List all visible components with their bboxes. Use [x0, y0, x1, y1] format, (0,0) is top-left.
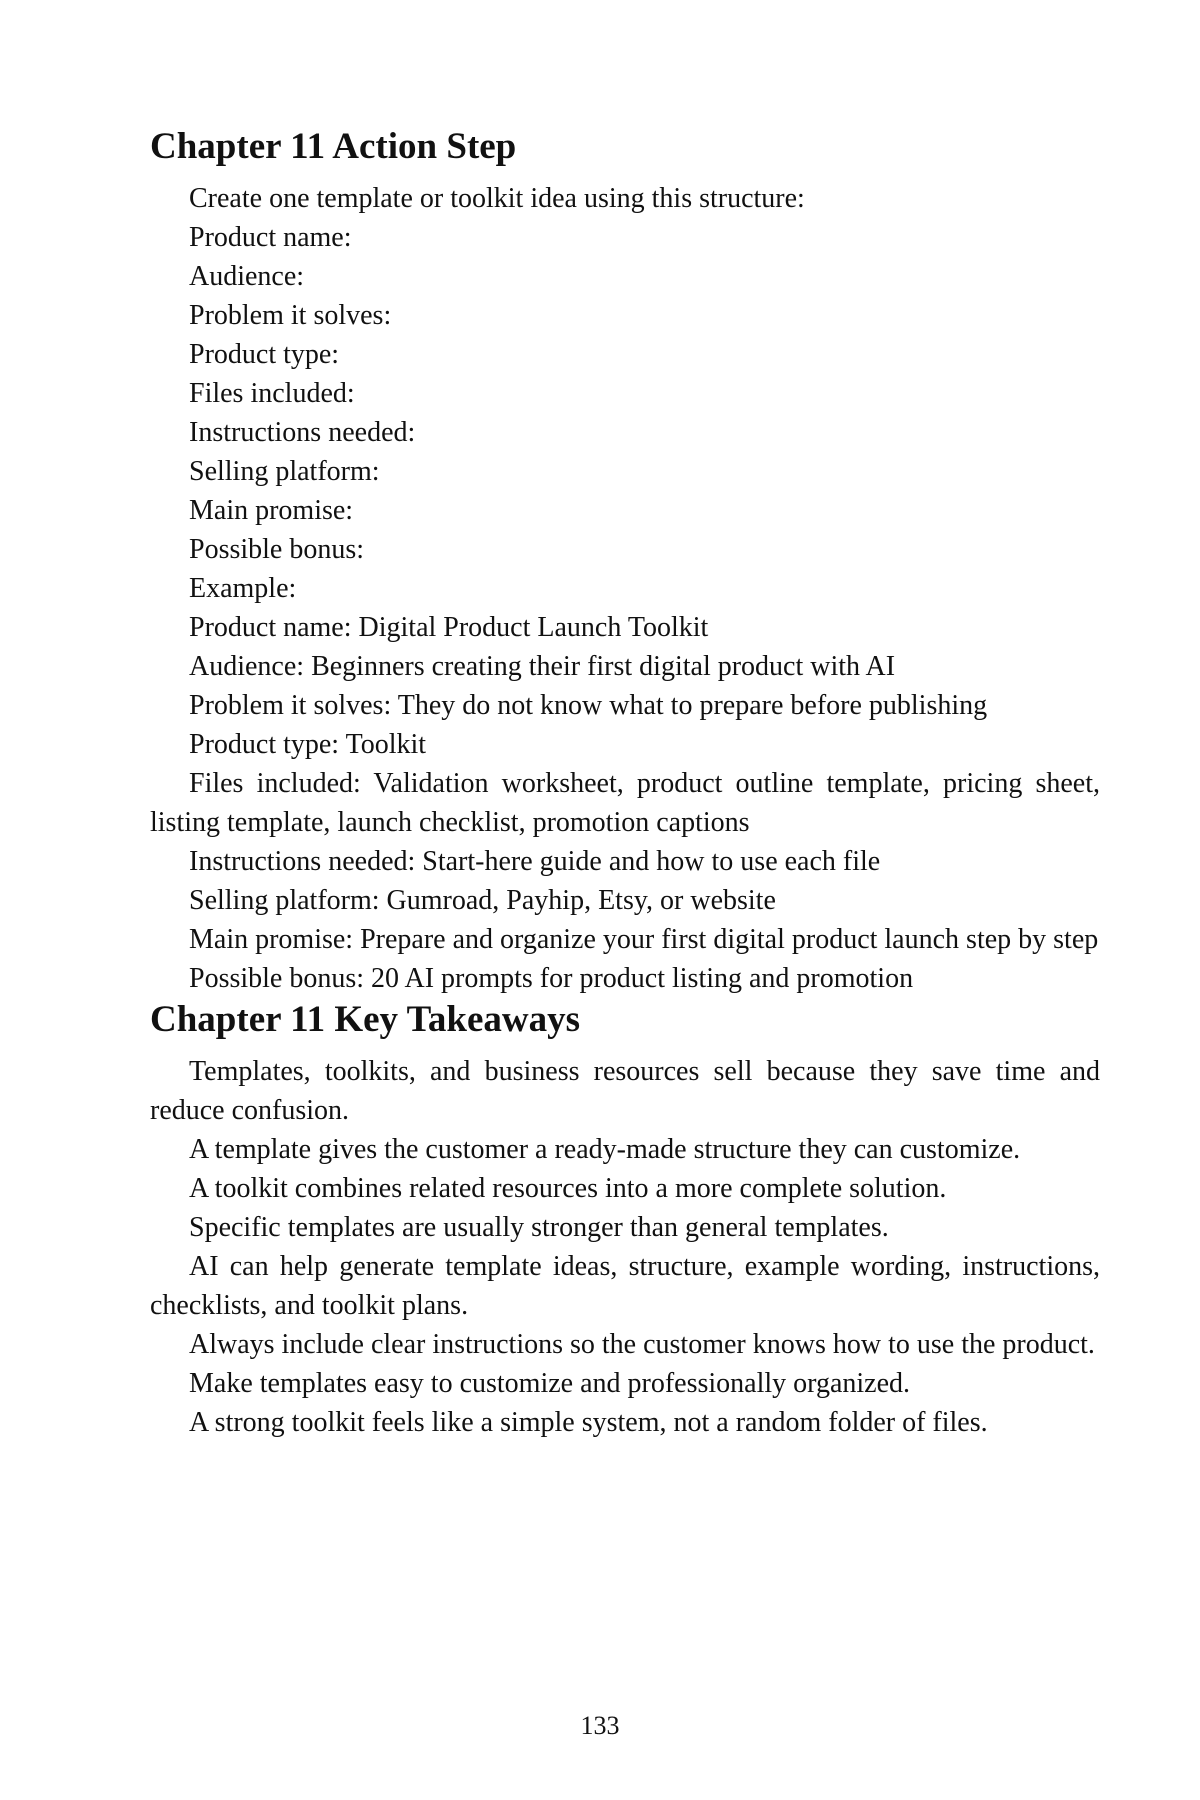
paragraph: A strong toolkit feels like a simple system, not a random folder of files. — [189, 1407, 988, 1438]
paragraph: Possible bonus: — [189, 534, 365, 565]
page-number: 133 — [580, 1711, 620, 1740]
paragraph: AI can help generate template ideas, structure, example wording, instructions, checklists, and toolkit plans. — [150, 1251, 1100, 1321]
paragraph: Audience: Beginners creating their first digital product with AI — [189, 651, 896, 682]
paragraph: Templates, toolkits, and business resources sell because they save time and reduce confusion. — [150, 1056, 1100, 1126]
section-body — [150, 1052, 1100, 1442]
paragraph: Specific templates are usually stronger than general templates. — [189, 1212, 889, 1243]
section-heading: Chapter 11 Action Step — [150, 126, 517, 167]
paragraph: Create one template or toolkit idea using this structure: — [189, 183, 805, 214]
paragraph: Product type: Toolkit — [189, 729, 427, 760]
paragraph: Make templates easy to customize and professionally organized. — [189, 1368, 911, 1399]
page-content — [150, 125, 1100, 1442]
section-heading: Chapter 11 Key Takeaways — [150, 999, 581, 1040]
paragraph: Instructions needed: Start-here guide and how to use each file — [189, 846, 881, 877]
paragraph: Audience: — [189, 261, 305, 292]
paragraph: A toolkit combines related resources into a more complete solution. — [189, 1173, 947, 1204]
paragraph: Always include clear instructions so the customer knows how to use the product. — [189, 1329, 1095, 1360]
paragraph: Product type: — [189, 339, 340, 370]
paragraph: Product name: Digital Product Launch Toolkit — [189, 612, 709, 643]
paragraph: Selling platform: — [189, 456, 380, 487]
paragraph: Selling platform: Gumroad, Payhip, Etsy, or website — [189, 885, 776, 916]
paragraph: Main promise: — [189, 495, 354, 526]
paragraph: Files included: — [189, 378, 355, 409]
paragraph: Instructions needed: — [189, 417, 416, 448]
paragraph: Example: — [189, 573, 297, 604]
section-body — [150, 179, 1100, 998]
paragraph: A template gives the customer a ready-made structure they can customize. — [189, 1134, 1021, 1165]
paragraph: Problem it solves: — [189, 300, 392, 331]
key-takeaways-section — [150, 998, 1100, 1442]
paragraph: Main promise: Prepare and organize your first digital product launch step by step — [189, 924, 1099, 955]
paragraph: Problem it solves: They do not know what to prepare before publishing — [189, 690, 988, 721]
paragraph: Possible bonus: 20 AI prompts for product listing and promotion — [189, 963, 914, 994]
paragraph: Files included: Validation worksheet, product outline template, pricing sheet, listing template, launch checklist, promotion captions — [150, 768, 1100, 838]
action-step-section — [150, 125, 1100, 998]
paragraph: Product name: — [189, 222, 352, 253]
